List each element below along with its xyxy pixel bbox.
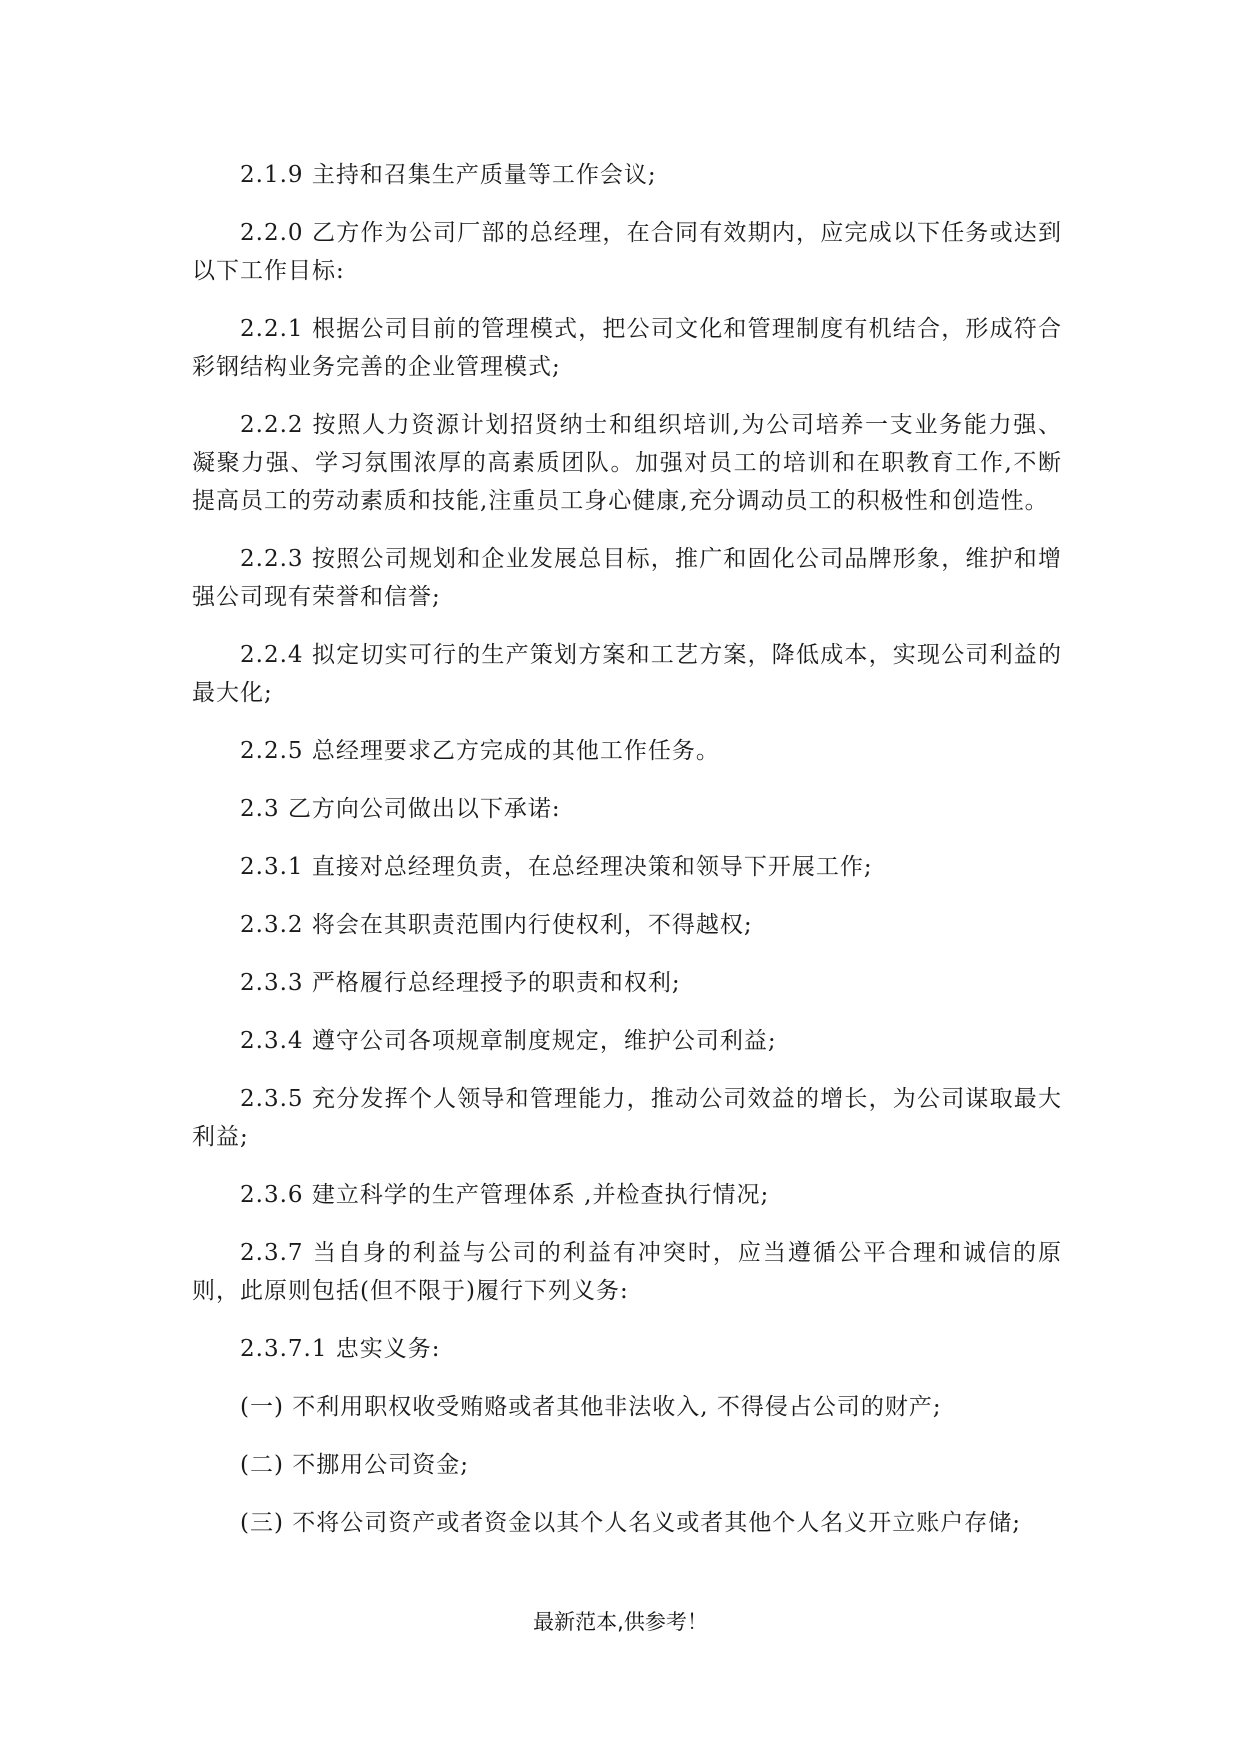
list-item-3: (三) 不将公司资产或者资金以其个人名义或者其他个人名义开立账户存储; [240, 1510, 1022, 1536]
paragraph-2-3-6: 2.3.6 建立科学的生产管理体系 ,并检查执行情况; [240, 1182, 770, 1208]
paragraph-2-2-3: 2.2.3 按照公司规划和企业发展总目标，推广和固化公司品牌形象，维护和增强公司现有荣誉和信誉; [192, 546, 1062, 610]
paragraph-2-3-3: 2.3.3 严格履行总经理授予的职责和权利; [240, 970, 681, 996]
document-body [192, 156, 1062, 1562]
paragraph-2-2-2: 2.2.2 按照人力资源计划招贤纳士和组织培训,为公司培养一支业务能力强、凝聚力强、学习氛围浓厚的高素质团队。加强对员工的培训和在职教育工作,不断提高员工的劳动素质和技能,注重员工身心健康,充分调动员工的积极性和创造性。 [192, 412, 1062, 514]
paragraph-2-3: 2.3 乙方向公司做出以下承诺: [240, 796, 561, 822]
paragraph-2-3-7: 2.3.7 当自身的利益与公司的利益有冲突时，应当遵循公平合理和诚信的原则，此原则包括(但不限于)履行下列义务: [192, 1240, 1062, 1304]
list-item-1: (一) 不利用职权收受贿赂或者其他非法收入, 不得侵占公司的财产; [240, 1394, 942, 1420]
paragraph-2-2-0: 2.2.0 乙方作为公司厂部的总经理，在合同有效期内，应完成以下任务或达到以下工作目标: [192, 220, 1062, 284]
paragraph-2-3-5: 2.3.5 充分发挥个人领导和管理能力，推动公司效益的增长，为公司谋取最大利益; [192, 1086, 1062, 1150]
paragraph-2-2-4: 2.2.4 拟定切实可行的生产策划方案和工艺方案，降低成本，实现公司利益的最大化; [192, 642, 1062, 706]
list-item-2: (二) 不挪用公司资金; [240, 1452, 470, 1478]
paragraph-2-2-5: 2.2.5 总经理要求乙方完成的其他工作任务。 [240, 738, 720, 764]
paragraph-2-3-4: 2.3.4 遵守公司各项规章制度规定，维护公司利益; [240, 1028, 777, 1054]
paragraph-2-2-1: 2.2.1 根据公司目前的管理模式，把公司文化和管理制度有机结合，形成符合彩钢结构业务完善的企业管理模式; [192, 316, 1062, 380]
page-footer: 最新范本,供参考！ [533, 1610, 708, 1634]
paragraph-2-3-7-1: 2.3.7.1 忠实义务: [240, 1336, 441, 1362]
paragraph-2-3-1: 2.3.1 直接对总经理负责，在总经理决策和领导下开展工作; [240, 854, 873, 880]
paragraph-2-3-2: 2.3.2 将会在其职责范围内行使权利，不得越权; [240, 912, 753, 938]
paragraph-2-1-9: 2.1.9 主持和召集生产质量等工作会议; [240, 162, 657, 188]
